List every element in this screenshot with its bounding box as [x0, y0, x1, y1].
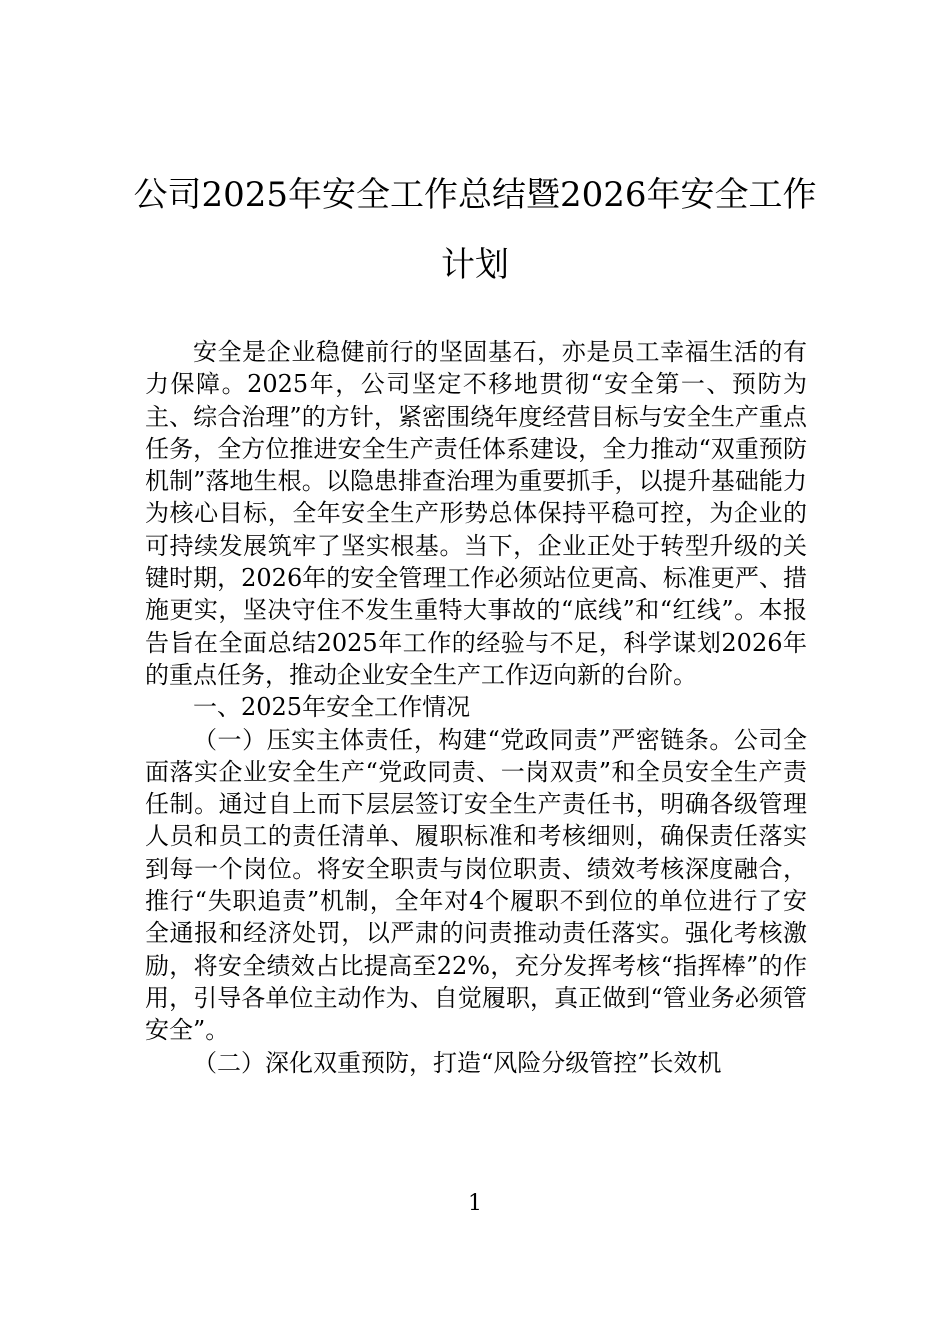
intro-paragraph: 安全是企业稳健前行的坚固基石，亦是员工幸福生活的有力保障。2025年，公司坚定不移地贯彻“安全第一、预防为主、综合治理”的方针，紧密围绕年度经营目标与安全生产重点任务，全方位推进安全生产责任体系建设，全力推动“双重预防机制”落地生根。以隐患排查治理为重要抓手，以提升基础能力为核心目标，全年安全生产形势总体保持平稳可控，为企业的可持续发展筑牢了坚实根基。当下，企业正处于转型升级的关键时期，2026年的安全管理工作必须站位更高、标准更严、措施更实，坚决守住不发生重特大事故的“底线”和“红线”。本报告旨在全面总结2025年工作的经验与不足，科学谋划2026年的重点任务，推动企业安全生产工作迈向新的台阶。 — [145, 338, 807, 689]
document-title: 公司2025年安全工作总结暨2026年安全工作计划 — [133, 175, 817, 285]
section-heading: 一、2025年安全工作情况 — [193, 693, 471, 722]
document-body — [145, 336, 807, 1079]
page-number: 1 — [468, 1191, 482, 1216]
subsection-paragraph-2: （二）深化双重预防，打造“风险分级管控”长效机 — [193, 1048, 722, 1077]
subsection-paragraph-1: （一）压实主体责任，构建“党政同责”严密链条。公司全面落实企业安全生产“党政同责、一岗双责”和全员安全生产责任制。通过自上而下层层签订安全生产责任书，明确各级管理人员和员工的责任清单、履职标准和考核细则，确保责任落实到每一个岗位。将安全职责与岗位职责、绩效考核深度融合，推行“失职追责”机制，全年对4个履职不到位的单位进行了安全通报和经济处罚，以严肃的问责推动责任落实。强化考核激励，将安全绩效占比提高至22%，充分发挥考核“指挥棒”的作用，引导各单位主动作为、自觉履职，真正做到“管业务必须管安全”。 — [145, 725, 807, 1045]
